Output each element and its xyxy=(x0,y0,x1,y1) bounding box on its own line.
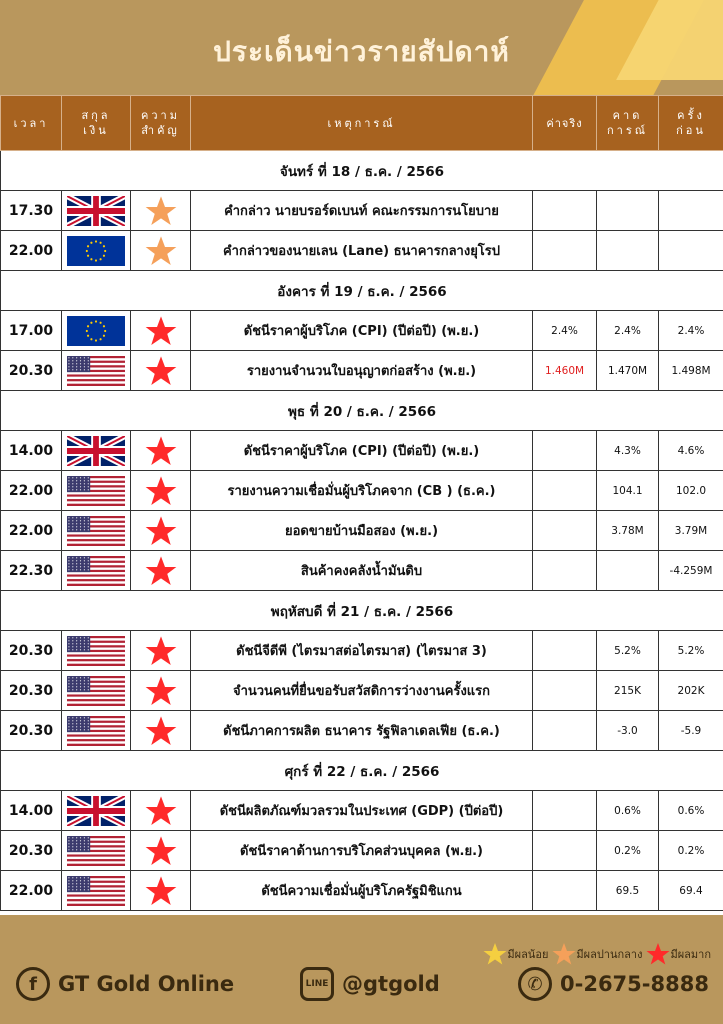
event-row xyxy=(1,231,723,271)
event-time: 22.30 xyxy=(1,551,62,591)
uk-flag-icon xyxy=(67,796,125,826)
importance-cell xyxy=(131,311,191,351)
us-flag-icon xyxy=(67,556,125,586)
us-flag-icon xyxy=(67,876,125,906)
forecast-value: 0.6% xyxy=(597,791,659,831)
star-icon xyxy=(144,875,178,907)
previous-value: -4.259M xyxy=(659,551,723,591)
event-row xyxy=(1,311,723,351)
us-flag-icon xyxy=(67,636,125,666)
facebook-name: GT Gold Online xyxy=(58,972,235,996)
currency-flag-cell xyxy=(62,551,131,591)
col-header-importance: ความ สำคัญ xyxy=(131,96,191,151)
forecast-value: 69.5 xyxy=(597,871,659,911)
phone-contact[interactable] xyxy=(518,967,709,1001)
star-icon xyxy=(144,675,178,707)
event-row xyxy=(1,791,723,831)
event-row xyxy=(1,871,723,911)
forecast-value: 104.1 xyxy=(597,471,659,511)
event-name: คำกล่าว นายบรอร์ดเบนท์ คณะกรรมการนโยบาย xyxy=(191,191,533,231)
event-row xyxy=(1,551,723,591)
us-flag-icon xyxy=(67,516,125,546)
event-name: ดัชนีภาคการผลิต ธนาคาร รัฐฟิลาเดลเฟีย (ธ.ค.) xyxy=(191,711,533,751)
event-row xyxy=(1,711,723,751)
day-header-row xyxy=(1,751,723,791)
star-icon xyxy=(144,195,178,227)
currency-flag-cell xyxy=(62,831,131,871)
event-name: ดัชนีความเชื่อมั่นผู้บริโภครัฐมิชิแกน xyxy=(191,871,533,911)
event-name: ดัชนีจีดีพี (ไตรมาสต่อไตรมาส) (ไตรมาส 3) xyxy=(191,631,533,671)
currency-flag-cell xyxy=(62,431,131,471)
col-header-forecast: คาด การณ์ xyxy=(597,96,659,151)
event-name: ดัชนีราคาด้านการบริโภคส่วนบุคคล (พ.ย.) xyxy=(191,831,533,871)
legend-high-label: มีผลมาก xyxy=(670,948,711,961)
star-icon xyxy=(144,635,178,667)
day-label: พฤหัสบดี ที่ 21 / ธ.ค. / 2566 xyxy=(1,591,723,631)
forecast-value: 4.3% xyxy=(597,431,659,471)
event-row xyxy=(1,471,723,511)
day-label: ศุกร์ ที่ 22 / ธ.ค. / 2566 xyxy=(1,751,723,791)
actual-value xyxy=(533,831,597,871)
importance-cell xyxy=(131,431,191,471)
event-row xyxy=(1,631,723,671)
uk-flag-icon xyxy=(67,196,125,226)
star-icon xyxy=(144,515,178,547)
star-icon xyxy=(144,435,178,467)
star-icon xyxy=(483,942,507,966)
currency-flag-cell xyxy=(62,511,131,551)
forecast-value: 0.2% xyxy=(597,831,659,871)
eu-flag-icon xyxy=(67,316,125,346)
previous-value: 0.6% xyxy=(659,791,723,831)
event-name: ดัชนีผลิตภัณฑ์มวลรวมในประเทศ (GDP) (ปีต่อปี) xyxy=(191,791,533,831)
previous-value: -5.9 xyxy=(659,711,723,751)
us-flag-icon xyxy=(67,716,125,746)
day-label: พุธ ที่ 20 / ธ.ค. / 2566 xyxy=(1,391,723,431)
actual-value xyxy=(533,511,597,551)
actual-value xyxy=(533,191,597,231)
previous-value: 3.79M xyxy=(659,511,723,551)
event-time: 22.00 xyxy=(1,871,62,911)
phone-icon: ✆ xyxy=(518,967,552,1001)
forecast-value: 215K xyxy=(597,671,659,711)
previous-value xyxy=(659,191,723,231)
actual-value xyxy=(533,471,597,511)
col-header-previous: ครั้ง ก่อน xyxy=(659,96,723,151)
forecast-value: 1.470M xyxy=(597,351,659,391)
currency-flag-cell xyxy=(62,791,131,831)
line-icon: LINE xyxy=(300,967,334,1001)
actual-value xyxy=(533,551,597,591)
event-time: 20.30 xyxy=(1,671,62,711)
importance-cell xyxy=(131,231,191,271)
importance-cell xyxy=(131,471,191,511)
event-name: จำนวนคนที่ยื่นขอรับสวัสดิการว่างงานครั้งแรก xyxy=(191,671,533,711)
currency-flag-cell xyxy=(62,671,131,711)
col-header-time: เวลา xyxy=(1,96,62,151)
event-time: 20.30 xyxy=(1,711,62,751)
event-name: รายงานความเชื่อมั่นผู้บริโภคจาก (CB ) (ธ.ค.) xyxy=(191,471,533,511)
event-row xyxy=(1,191,723,231)
event-time: 14.00 xyxy=(1,431,62,471)
day-label: จันทร์ ที่ 18 / ธ.ค. / 2566 xyxy=(1,151,723,191)
page-footer xyxy=(0,915,723,1024)
star-icon xyxy=(144,475,178,507)
importance-cell xyxy=(131,631,191,671)
forecast-value: 2.4% xyxy=(597,311,659,351)
previous-value: 0.2% xyxy=(659,831,723,871)
event-time: 22.00 xyxy=(1,231,62,271)
event-time: 20.30 xyxy=(1,631,62,671)
importance-cell xyxy=(131,871,191,911)
forecast-value: 5.2% xyxy=(597,631,659,671)
previous-value: 202K xyxy=(659,671,723,711)
previous-value xyxy=(659,231,723,271)
forecast-value xyxy=(597,551,659,591)
importance-cell xyxy=(131,831,191,871)
us-flag-icon xyxy=(67,476,125,506)
event-row xyxy=(1,351,723,391)
forecast-value: 3.78M xyxy=(597,511,659,551)
previous-value: 102.0 xyxy=(659,471,723,511)
actual-value: 2.4% xyxy=(533,311,597,351)
legend-medium-label: มีผลปานกลาง xyxy=(576,948,643,961)
currency-flag-cell xyxy=(62,471,131,511)
star-icon xyxy=(144,355,178,387)
event-name: รายงานจำนวนใบอนุญาตก่อสร้าง (พ.ย.) xyxy=(191,351,533,391)
star-icon xyxy=(144,555,178,587)
table-header-row xyxy=(1,96,723,151)
phone-number: 0-2675-8888 xyxy=(560,972,709,996)
event-row xyxy=(1,831,723,871)
event-time: 22.00 xyxy=(1,511,62,551)
actual-value xyxy=(533,671,597,711)
actual-value xyxy=(533,231,597,271)
event-row xyxy=(1,511,723,551)
currency-flag-cell xyxy=(62,231,131,271)
day-header-row xyxy=(1,591,723,631)
event-name: ดัชนีราคาผู้บริโภค (CPI) (ปีต่อปี) (พ.ย.) xyxy=(191,431,533,471)
facebook-icon: f xyxy=(16,967,50,1001)
table-body xyxy=(1,151,723,911)
actual-value xyxy=(533,871,597,911)
event-time: 20.30 xyxy=(1,831,62,871)
actual-value xyxy=(533,711,597,751)
col-header-actual: ค่าจริง xyxy=(533,96,597,151)
star-icon xyxy=(144,235,178,267)
star-icon xyxy=(552,942,576,966)
uk-flag-icon xyxy=(67,436,125,466)
day-header-row xyxy=(1,391,723,431)
us-flag-icon xyxy=(67,356,125,386)
day-label: อังคาร ที่ 19 / ธ.ค. / 2566 xyxy=(1,271,723,311)
previous-value: 69.4 xyxy=(659,871,723,911)
actual-value xyxy=(533,791,597,831)
importance-cell xyxy=(131,351,191,391)
currency-flag-cell xyxy=(62,191,131,231)
col-header-event: เหตุการณ์ xyxy=(191,96,533,151)
importance-cell xyxy=(131,191,191,231)
eu-flag-icon xyxy=(67,236,125,266)
event-name: ยอดขายบ้านมือสอง (พ.ย.) xyxy=(191,511,533,551)
page-header xyxy=(0,0,723,95)
line-id: @gtgold xyxy=(342,972,440,996)
impact-legend xyxy=(483,942,715,966)
event-time: 20.30 xyxy=(1,351,62,391)
star-icon xyxy=(144,795,178,827)
actual-value xyxy=(533,631,597,671)
importance-cell xyxy=(131,711,191,751)
star-icon xyxy=(144,715,178,747)
event-name: ดัชนีราคาผู้บริโภค (CPI) (ปีต่อปี) (พ.ย.) xyxy=(191,311,533,351)
actual-value xyxy=(533,431,597,471)
us-flag-icon xyxy=(67,836,125,866)
currency-flag-cell xyxy=(62,711,131,751)
col-header-currency: สกุล เงิน xyxy=(62,96,131,151)
importance-cell xyxy=(131,791,191,831)
previous-value: 5.2% xyxy=(659,631,723,671)
actual-value: 1.460M xyxy=(533,351,597,391)
day-header-row xyxy=(1,271,723,311)
us-flag-icon xyxy=(67,676,125,706)
importance-cell xyxy=(131,551,191,591)
currency-flag-cell xyxy=(62,351,131,391)
star-icon xyxy=(144,315,178,347)
legend-low-label: มีผลน้อย xyxy=(507,948,549,961)
previous-value: 4.6% xyxy=(659,431,723,471)
event-time: 14.00 xyxy=(1,791,62,831)
forecast-value xyxy=(597,191,659,231)
currency-flag-cell xyxy=(62,311,131,351)
star-icon xyxy=(144,835,178,867)
currency-flag-cell xyxy=(62,871,131,911)
event-time: 17.00 xyxy=(1,311,62,351)
forecast-value xyxy=(597,231,659,271)
importance-cell xyxy=(131,671,191,711)
line-contact[interactable] xyxy=(300,967,440,1001)
importance-cell xyxy=(131,511,191,551)
star-icon xyxy=(646,942,670,966)
event-row xyxy=(1,431,723,471)
event-row xyxy=(1,671,723,711)
day-header-row xyxy=(1,151,723,191)
page-title: ประเด็นข่าวรายสัปดาห์ xyxy=(213,35,510,68)
event-time: 22.00 xyxy=(1,471,62,511)
event-time: 17.30 xyxy=(1,191,62,231)
previous-value: 2.4% xyxy=(659,311,723,351)
event-name: สินค้าคงคลังน้ำมันดิบ xyxy=(191,551,533,591)
previous-value: 1.498M xyxy=(659,351,723,391)
currency-flag-cell xyxy=(62,631,131,671)
facebook-contact[interactable] xyxy=(16,967,234,1001)
news-calendar-table xyxy=(0,95,723,911)
forecast-value: -3.0 xyxy=(597,711,659,751)
event-name: คำกล่าวของนายเลน (Lane) ธนาคารกลางยุโรป xyxy=(191,231,533,271)
